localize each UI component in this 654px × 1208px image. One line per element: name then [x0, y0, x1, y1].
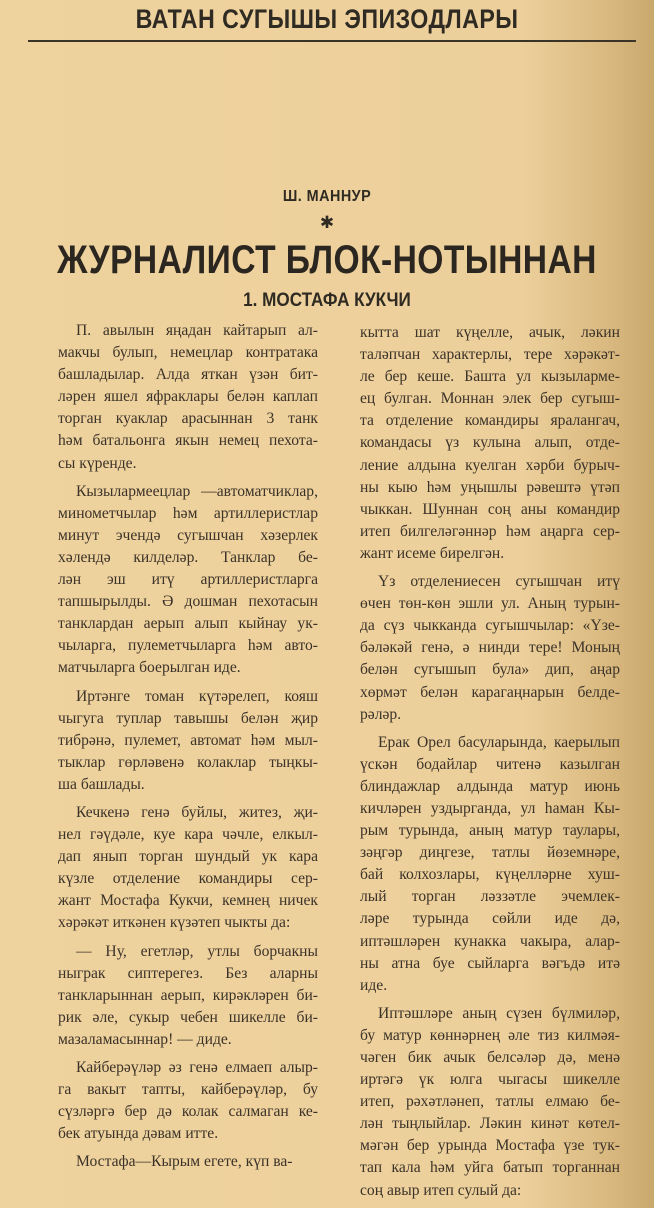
text-line: Кызыларм​еецлар —автоматчиклар,	[76, 482, 318, 500]
text-line: ны атна буе сыйларга вәгъдә итә	[360, 954, 620, 972]
text-line: итеп, рәхәтләнеп, татлы елмаю бе-	[360, 1093, 620, 1111]
text-line: хәлендә килделәр. Танклар бе-	[58, 548, 318, 566]
text-line: ление алдына куелган хәрби бурыч-	[360, 456, 620, 474]
text-line: кичләрен уздырганда, ул һаман Кы-	[360, 799, 620, 817]
text-line: — Ну, егетләр, утлы борчакны	[76, 942, 318, 960]
text-line: да сүз чыкканда сугышчылар: «Үзе-	[360, 617, 620, 635]
text-line: лән тыңлыйлар. Ләкин кинәт көтел-	[360, 1115, 620, 1133]
text-line: бек атуында дәвам итте.	[58, 1125, 219, 1143]
text-line: Кайберәүләр әз генә елмаеп алыр-	[76, 1059, 318, 1076]
head-rule	[28, 40, 636, 42]
text-line: тыклар гөрләвенә колаклар тыңкы-	[58, 753, 318, 771]
text-line: ләрен яшел яфраклары белән каплап	[58, 388, 318, 406]
text-line: танклардан аерып алып кыйнау ук-	[58, 615, 318, 633]
running-head-title: ВАТАН СУГЫШЫ ЭПИЗОДЛАРЫ	[135, 4, 519, 34]
text-column-right	[342, 322, 620, 1208]
text-line: өчен төн-көн эшли ул. Аның турын-	[360, 595, 620, 613]
text-line: бай колхозлары, күңелләрне хуш-	[360, 866, 620, 884]
text-line: нел гәүдәле, куе кара чәчле, елкыл-	[58, 826, 318, 844]
text-line: матчыларга боерылган иде.	[58, 659, 241, 677]
text-line: блиндажлар алдында матур июнь	[360, 777, 620, 795]
text-line: рәләр.	[360, 705, 402, 723]
text-line: бәләкәй генә, ә нинди тере! Моның	[360, 639, 620, 657]
text-line: ша башлады.	[58, 775, 145, 793]
text-line: ле бер кеше. Башта ул кызыларме-	[360, 368, 620, 386]
text-line: иде.	[360, 976, 388, 994]
text-line: рым турында, аның матур таулары,	[360, 822, 620, 840]
paragraph	[40, 1057, 318, 1145]
paragraph	[40, 1151, 318, 1173]
article-title: ЖУРНАЛИСТ БЛОК-НОТЫННАН	[57, 238, 597, 282]
text-line: хөрмәт белән карагаңнарын белде-	[360, 683, 620, 701]
text-line: сы күренде.	[58, 454, 137, 472]
text-line: чыккан. Шуннан соң аны командир	[360, 500, 620, 518]
text-line: сүзләргә бер дә колак салмаган ке-	[58, 1103, 318, 1121]
paragraph	[40, 481, 318, 680]
paragraph	[40, 802, 318, 935]
text-line: мазаламасыннар! — диде.	[58, 1030, 232, 1048]
text-line: күзле отделение командиры сер-	[58, 870, 318, 888]
text-line: чыгуга туплар тавышы белән җир	[58, 709, 318, 727]
paragraph	[342, 1003, 620, 1202]
text-line: чыларга, пулеметчыларга һәм авто-	[58, 637, 318, 655]
text-line: таләпчан характерлы, тере хәрәкәт-	[360, 346, 620, 364]
running-head	[0, 0, 654, 44]
author-name: Ш. МАННУР	[282, 188, 372, 205]
paragraph	[342, 322, 620, 565]
text-line: чәген бик ачык белсәләр дә, менә	[360, 1049, 620, 1066]
text-line: Иптәшләре аның сүзен бүлмиләр,	[378, 1004, 620, 1022]
text-line: зәңгәр диңгезе, татлы йөземнәре,	[360, 844, 620, 862]
paragraph	[342, 571, 620, 726]
text-line: мәгән бер урында Мостафа үзе тук-	[360, 1137, 620, 1155]
text-line: та отделение командиры яралангач,	[360, 412, 620, 430]
paragraph	[40, 320, 318, 475]
text-line: тибрәнә, пулемет, автомат һәм мыл-	[58, 731, 318, 749]
section-title: 1. МОСТАФА КУКЧИ	[243, 290, 411, 311]
text-line: торган куаклар арасыннан 3 танк	[58, 410, 318, 428]
text-line: макчы булып, немецлар контратака	[58, 344, 318, 362]
text-line: соң авыр итеп сулый да:	[360, 1181, 522, 1199]
text-line: Үз отделениесен сугышчан итү	[378, 573, 620, 591]
text-line: минометчылар һәм артиллеристлар	[58, 504, 318, 522]
text-line: минут эчендә сугышчан хәзерлек	[58, 526, 318, 544]
text-line: рик әле, сукыр чебен шикелле би-	[58, 1008, 318, 1026]
text-line: ләре турында сөйли иде дә,	[360, 910, 620, 928]
text-line: Ерак Орел басуларында, каерылып	[378, 733, 620, 751]
text-line: ны кыю һәм уңышлы рәвештә үтәп	[360, 478, 620, 496]
text-line: иптәшләрен кунакка чакыра, алар-	[360, 932, 620, 950]
paragraph	[40, 686, 318, 796]
text-line: П. авылын яңадан кайтарып ал-	[76, 322, 318, 339]
text-line: га вакыт тапты, кайберәүләр, бу	[58, 1081, 318, 1099]
text-line: танкларыннан аерып, кирәкләрен би-	[58, 986, 318, 1004]
text-line: жант Мостафа Кукчи, кемнең ничек	[58, 892, 318, 910]
text-line: тапшырылды. Ә дошман пехотасын	[58, 593, 318, 611]
paragraph	[342, 732, 620, 997]
text-line: Иртәнге томан күтәрелеп, кояш	[76, 687, 318, 705]
text-line: һәм батальонга якын немец пехота-	[58, 432, 318, 450]
text-line: ец булган. Моннан элек бер сугыш-	[360, 390, 620, 408]
text-line: ныграк сиптерегез. Без аларны	[58, 964, 318, 982]
text-line: лән эш итү артиллеристларга	[58, 571, 318, 589]
text-line: командасы үз кулына алып, отде-	[360, 434, 620, 452]
text-line: кытта шат күңелле, ачык, ләкин	[360, 324, 620, 341]
text-line: башладылар. Алда яткан үзән бит-	[58, 366, 318, 384]
text-line: жант исеме бирелгән.	[360, 544, 505, 562]
text-line: итеп билгеләгәннәр һәм аңарга сер-	[360, 522, 620, 540]
text-line: хәрәкәт иткәнен күзәтеп чыкты да:	[58, 914, 291, 932]
text-line: дап янып торган шундый ук кара	[58, 848, 318, 866]
text-line: бу матур көннәрнең әле тиз килмәя-	[360, 1026, 620, 1044]
text-line: лый торган ләззәтле эчемлек-	[360, 888, 620, 906]
text-column-left	[40, 320, 318, 1179]
text-line: үскән бодайлар читенә казылган	[360, 755, 620, 773]
paragraph	[40, 941, 318, 1051]
text-line: иртәгә үк юлга чыгасы шикелле	[360, 1071, 620, 1089]
text-line: тап кала һәм уйга батып торганнан	[360, 1159, 620, 1177]
text-line: белән сугышып була» дип, аңар	[360, 661, 620, 679]
star-icon: ✱	[319, 213, 335, 232]
text-line: Кечкенә генә буйлы, житез, җи-	[76, 803, 318, 821]
text-line: Мостафа—Кырым егете, күп ва-	[76, 1153, 293, 1171]
